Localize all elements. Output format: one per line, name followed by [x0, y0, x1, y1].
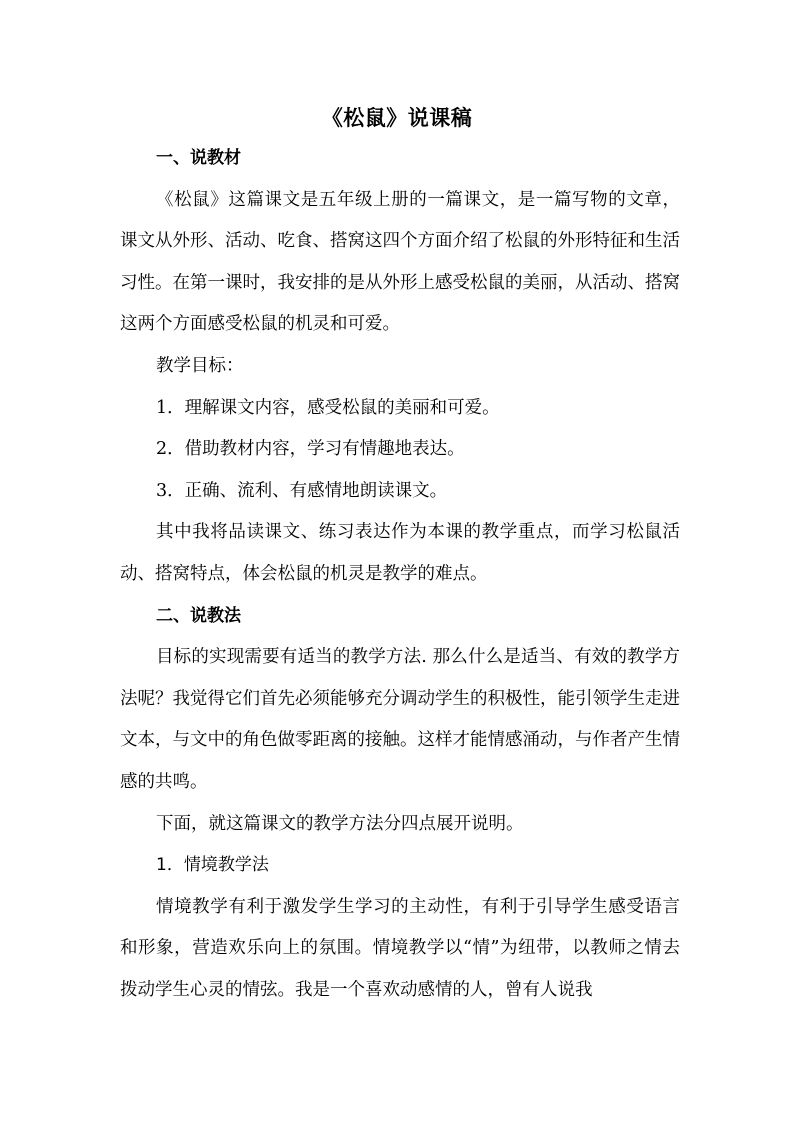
paragraph-focus: 其中我将品读课文、练习表达作为本课的教学重点，而学习松鼠活动、搭窝特点，体会松鼠的机灵是教学的难点。 — [120, 522, 680, 584]
document-title: 《松鼠》说课稿 — [321, 106, 473, 130]
paragraph-method-intro: 目标的实现需要有适当的教学方法. 那么什么是适当、有效的教学方法呢？我觉得它们首先必须能够充分调动学生的积极性，能引领学生走进文本，与文中的角色做零距离的接触。这样才能情感涌动，与作者产生情感的共鸣。 — [120, 647, 680, 792]
goal-item: 2．借助教材内容，学习有情趣地表达。 — [156, 439, 465, 460]
goal-item: 3．正确、流利、有感情地朗读课文。 — [156, 480, 448, 501]
document-body — [120, 138, 680, 1011]
goal-item: 1．理解课文内容，感受松鼠的美丽和可爱。 — [156, 397, 500, 418]
paragraph-situational-method: 情境教学有利于激发学生学习的主动性，有利于引导学生感受语言和形象，营造欢乐向上的氛围。情境教学以“情”为纽带，以教师之情去拨动学生心灵的情弦。我是一个喜欢动感情的人，曾有人说我 — [120, 896, 680, 1000]
section-heading-teaching-material: 一、说教材 — [156, 148, 241, 168]
subheading-situational-method: 1．情境教学法 — [156, 855, 269, 876]
paragraph-material-intro: 《松鼠》这篇课文是五年级上册的一篇课文，是一篇写物的文章，课文从外形、活动、吃食、搭窝这四个方面介绍了松鼠的外形特征和生活习性。在第一课时，我安排的是从外形上感受松鼠的美丽，从活动、搭窝这两个方面感受松鼠的机灵和可爱。 — [120, 189, 680, 335]
section-heading-teaching-method: 二、说教法 — [156, 605, 241, 626]
paragraph-method-lead: 下面，就这篇课文的教学方法分四点展开说明。 — [156, 813, 524, 834]
goals-label: 教学目标： — [156, 355, 244, 376]
